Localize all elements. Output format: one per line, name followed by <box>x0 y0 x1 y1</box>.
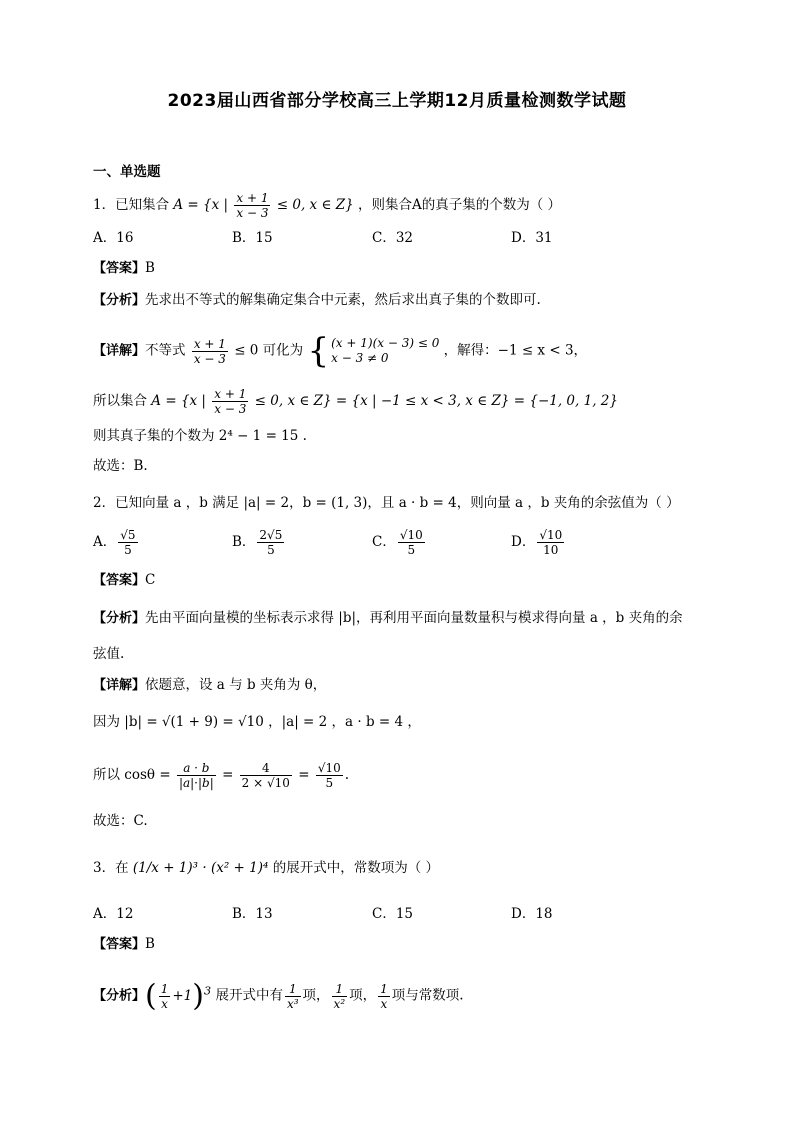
q2-option-a <box>93 528 140 557</box>
q3-term-3 <box>378 982 390 1011</box>
q2-option-b-prefix: B． <box>232 534 256 550</box>
q2-because: 因为 |b| = √(1 + 9) = √10 ，|a| = 2 ，a · b = 4 ， <box>93 714 421 730</box>
q1-detail <box>93 331 588 371</box>
q2-option-a-fraction <box>118 528 137 557</box>
q3-term-3-num: 1 <box>380 981 388 996</box>
q1-so-b: ≤ 0, x ∈ Z} = {x | −1 ≤ x < 3, x ∈ Z} = {−1, 0, 1, 2} <box>254 393 618 409</box>
q1-so <box>93 387 618 416</box>
q2-option-c-num: √10 <box>399 528 423 542</box>
q1-set-prefix: A = {x | <box>173 197 233 213</box>
q2-stem: 2．已知向量 a ，b 满足 |a| = 2，b = (1, 3)，且 a · b = 4，则向量 a ，b 夹角的余弦值为（ ） <box>93 495 680 511</box>
q2-detail-text: 依题意，设 a 与 b 夹角为 θ， <box>145 677 327 693</box>
q2-option-d <box>511 528 566 557</box>
q2-so-f2-den: 2 × √10 <box>241 776 290 790</box>
q1-so-a: 所以集合 <box>93 393 147 409</box>
q2-option-a-den: 5 <box>124 543 132 557</box>
q2-so-fraction-1 <box>177 761 216 790</box>
q3-option-b: B．13 <box>232 906 273 922</box>
q3-option-c: C．15 <box>372 906 414 922</box>
q3-term-2-num: 1 <box>332 982 348 997</box>
q3-analysis-one: 1 <box>160 981 169 996</box>
q1-system-line-2: x − 3 ≠ 0 <box>331 351 389 365</box>
section-heading: 一、单选题 <box>93 164 161 180</box>
answer-label: 【答案】 <box>93 573 146 588</box>
q2-so-f2-num: 4 <box>240 761 292 776</box>
q1-option-d: D．31 <box>511 230 553 246</box>
q3-option-a: A．12 <box>93 906 134 922</box>
q2-option-c <box>372 528 427 557</box>
q3-stem-b: 的展开式中，常数项为（ ） <box>272 860 439 876</box>
q1-so-fraction <box>212 387 248 416</box>
q3-answer-value: B <box>145 936 155 952</box>
q2-option-a-prefix: A． <box>93 534 117 550</box>
q3-analysis <box>93 978 464 1013</box>
q2-answer <box>93 570 155 591</box>
q1-option-a: A．16 <box>93 230 134 246</box>
answer-label: 【答案】 <box>93 937 146 952</box>
q1-count: 则其真子集的个数为 2⁴ − 1 = 15 . <box>93 428 307 444</box>
answer-label: 【答案】 <box>93 261 146 276</box>
q1-detail-fraction <box>192 337 228 366</box>
q1-system-line-1: (x + 1)(x − 3) ≤ 0 <box>331 336 440 350</box>
left-brace: { <box>307 331 330 371</box>
q1-detail-a: 不等式 <box>145 342 186 359</box>
q3-analysis-a: 展开式中有 <box>215 987 283 1004</box>
q2-analysis-cont: 弦值. <box>93 646 125 662</box>
detail-label: 【详解】 <box>93 343 146 359</box>
q1-analysis-text: 先求出不等式的解集确定集合中元素，然后求出真子集的个数即可. <box>145 292 541 308</box>
q1-choose: 故选：B. <box>93 458 148 474</box>
q2-option-d-num: √10 <box>539 528 563 542</box>
q1-detail-b: ≤ 0 可化为 <box>234 342 304 359</box>
q3-expression: (1/x + 1)³ · (x² + 1)⁴ <box>132 860 269 876</box>
q3-stem-a: 3．在 <box>93 860 129 876</box>
q2-option-b-den: 5 <box>267 543 275 557</box>
q2-analysis-text: 先由平面向量模的坐标表示求得 |b|，再利用平面向量数量积与模求得向量 a ，b 夹角的余 <box>145 610 683 626</box>
analysis-label: 【分析】 <box>93 611 146 626</box>
q3-term-3-den: x <box>380 996 388 1011</box>
q3-option-d: D．18 <box>511 906 553 922</box>
q2-option-d-den: 10 <box>543 543 559 557</box>
q2-so-fraction-2 <box>240 761 292 790</box>
q2-option-b-num: 2√5 <box>259 528 283 542</box>
q3-term-1 <box>285 982 301 1011</box>
q1-inequality-system <box>331 336 439 366</box>
q2-option-a-num: √5 <box>120 528 136 542</box>
q2-answer-value: C <box>145 572 156 588</box>
q1-frac-num: x + 1 <box>236 191 269 205</box>
q1-stem-text: 1．已知集合 <box>93 197 170 213</box>
q2-so-f1-den: |a|·|b| <box>178 776 214 790</box>
q3-term-1-den: x³ <box>286 996 299 1011</box>
q3-analysis-expr: ( $\frac{1}{x}$ +1)$^3$ <box>145 978 212 1013</box>
q3-answer <box>93 934 155 955</box>
q1-stem-tail: ，则集合A的真子集的个数为（ ） <box>358 197 562 213</box>
q2-option-d-fraction <box>537 528 564 557</box>
q1-option-c: C．32 <box>372 230 414 246</box>
q1-so-set-prefix: A = {x | <box>151 393 211 409</box>
q1-answer <box>93 258 155 279</box>
q1-so-frac-num: x + 1 <box>214 387 247 401</box>
q3-term-1-num: 1 <box>285 982 301 997</box>
q3-analysis-d: 项与常数项. <box>391 987 464 1004</box>
q2-analysis <box>93 608 683 629</box>
q2-so-fraction-3 <box>316 761 343 790</box>
q1-stem <box>93 191 561 220</box>
q2-so: 所以 cosθ = $\frac{a \cdot b}{|a|\cdot|b|}$ = $\frac{4}{2 \times √10}$ = $\frac{√10}{5}$ . <box>93 761 350 790</box>
q3-term-2 <box>332 982 348 1011</box>
q2-so-a: 所以 cosθ = <box>93 767 171 783</box>
q2-option-d-prefix: D． <box>511 534 536 550</box>
q3-analysis-b: 项， <box>302 987 330 1004</box>
q1-option-b: B．15 <box>232 230 273 246</box>
q3-stem <box>93 858 439 878</box>
q1-so-frac-den: x − 3 <box>214 402 247 416</box>
q2-option-b-fraction <box>257 528 284 557</box>
q2-so-f3-num: √10 <box>317 761 341 775</box>
q2-detail <box>93 675 326 696</box>
q1-frac-den: x − 3 <box>236 206 269 220</box>
detail-label: 【详解】 <box>93 678 146 693</box>
q2-option-c-den: 5 <box>407 543 416 557</box>
q1-fraction <box>234 191 270 220</box>
q1-detail-c: ，解得：−1 ≤ x < 3， <box>443 342 588 359</box>
q2-option-c-prefix: C． <box>372 534 396 550</box>
analysis-label: 【分析】 <box>93 293 146 308</box>
q2-so-f3-den: 5 <box>325 776 334 790</box>
analysis-label: 【分析】 <box>93 988 146 1004</box>
q1-detail-frac-num: x + 1 <box>193 336 226 351</box>
q3-analysis-c: 项， <box>349 987 377 1004</box>
q2-so-f1-num: a · b <box>177 761 216 776</box>
q2-option-c-fraction <box>398 528 425 557</box>
q2-option-b <box>232 528 286 557</box>
q1-detail-frac-den: x − 3 <box>193 351 226 366</box>
page-title: 2023届山西省部分学校高三上学期12月质量检测数学试题 <box>167 91 627 111</box>
q2-choose: 故选：C. <box>93 813 148 829</box>
q1-answer-value: B <box>145 260 155 276</box>
q1-set-suffix: ≤ 0, x ∈ Z} <box>276 197 354 213</box>
q1-analysis <box>93 290 541 311</box>
q3-term-2-den: x² <box>333 996 346 1011</box>
